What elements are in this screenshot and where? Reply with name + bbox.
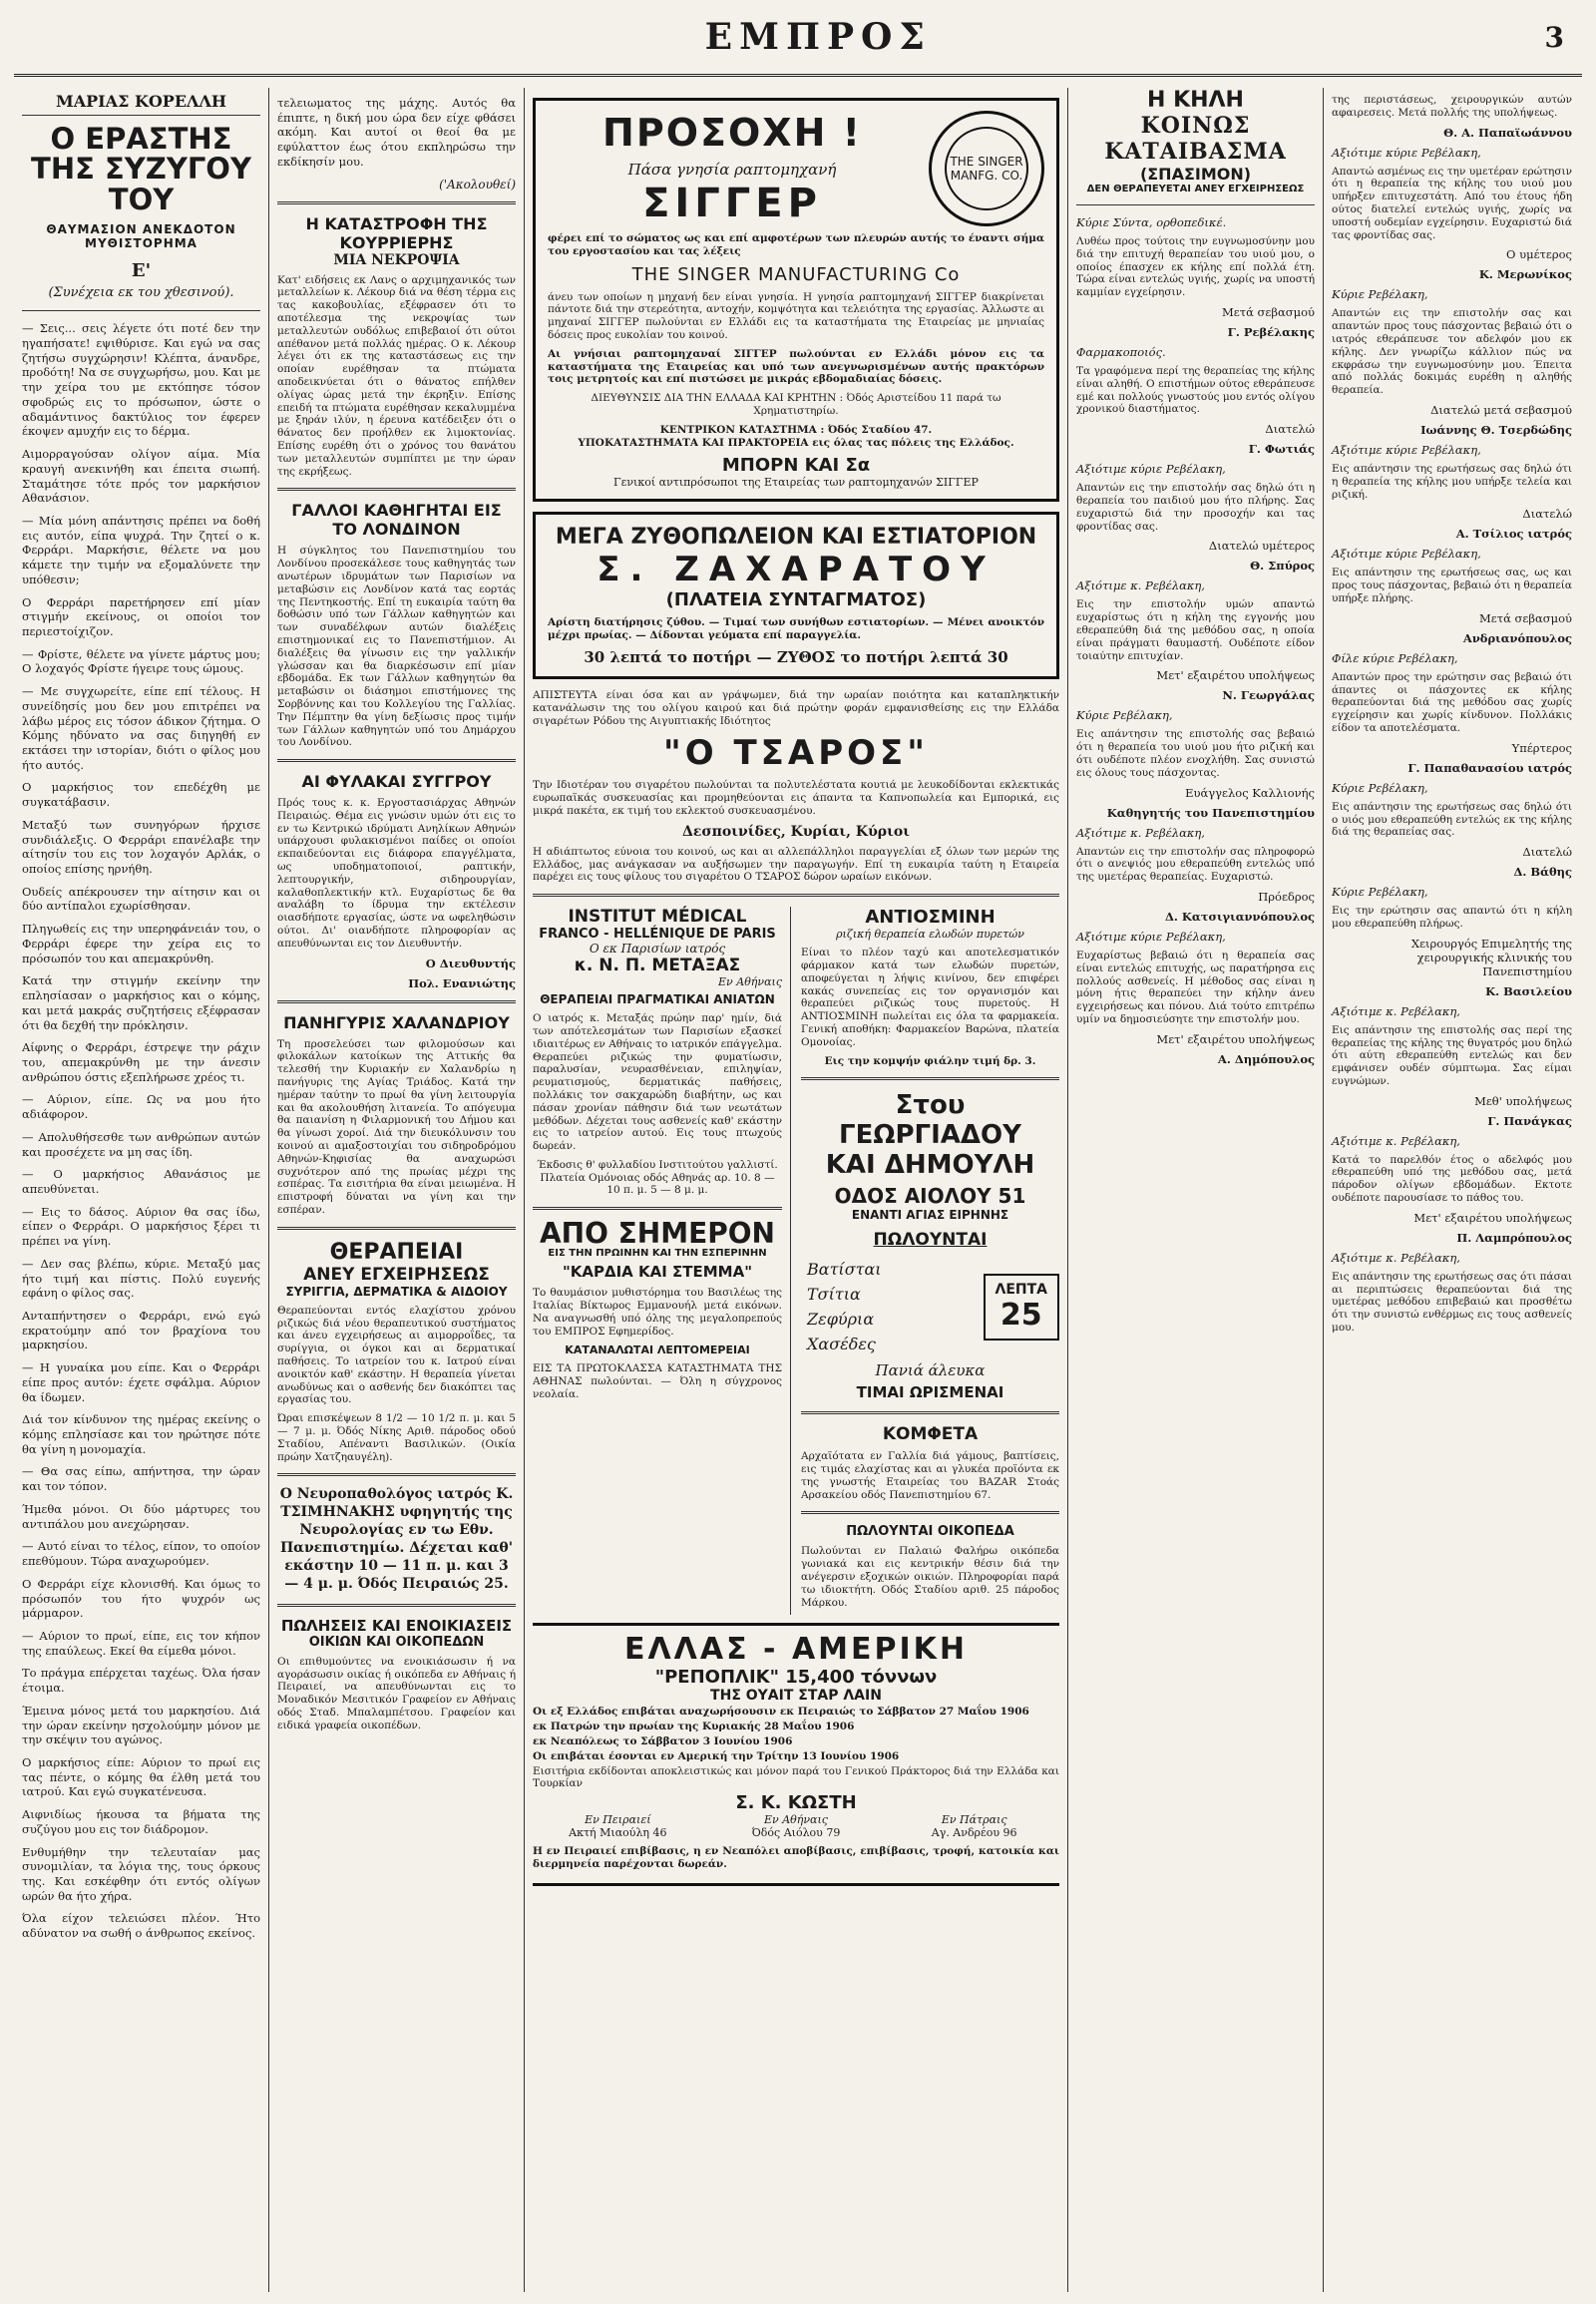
letter-salutation: Αξιότιμε κύριε Ρεβέλακη, <box>1076 462 1226 477</box>
serial-paragraph: Κατά την στιγμήν εκείνην την επλησίασαν ο μαρκήσιος και ο κόμης, και μετά μακράς συζητήσεις εξέφρασαν ότι θα δεχθή την πρόκλησιν. <box>22 973 260 1032</box>
section-title: ΠΑΝΗΓΥΡΙΣ ΧΑΛΑΝΔΡΙΟΥ <box>283 1012 510 1032</box>
letter-text: Απαντών εις την επιστολήν σας πληροφορώ ότι ο ανεψιός μου εθεραπεύθη εντελώς υπό της υμετέρας θεραπείας. Ευχαριστώ. <box>1076 845 1315 884</box>
serial-author: ΜΑΡΙΑΣ ΚΟΡΕΛΛΗ <box>22 88 260 116</box>
letter-text: Εις την ερώτησιν σας απαντώ ότι η κήλη μου εθεραπεύθη πλήρως. <box>1332 905 1572 930</box>
letter-text: Απαντών προς την ερώτησιν σας βεβαιώ ότι άπαντες οι πάσχοντες εκ κήλης θεραπεύονται διά της μεθόδου σας χωρίς εγχείρησιν και χωρίς κίνδυνον. Πολλάκις είδον τα αποτελέσματα. <box>1332 670 1572 734</box>
serial-paragraph: — Αυτό είναι το τέλος, είπον, το οποίον επεθύμουν. Τώρα αναχωρούμεν. <box>22 1539 260 1569</box>
section-signature-name: Πολ. Ενανιώτης <box>408 975 516 990</box>
serial-paragraph: Μεταξύ των συνηγόρων ήρχισε συνδιάλεξις. Ο Φερράρι επανέλαβε την αίτησίν του εις τον λοχαγόν Αρλάκ, ο οποίος επίσης ηρνήθη. <box>22 817 260 877</box>
serial-paragraph: Έμεινα μόνος μετά του μαρκησίου. Διά την ώραν εκείνην ησχολούμην μόνον με την σκέψιν του αγώνος. <box>22 1703 260 1747</box>
office-address: Αγ. Ανδρέου 96 <box>931 1826 1017 1840</box>
letter-closing: Διατελώ <box>1265 422 1315 437</box>
serial-paragraph: Όλα είχον τελειώσει πλέον. Ήτο αδύνατον να σωθή ο άνθρωπος εκείνος. <box>22 1911 260 1941</box>
hellas-america-agent: Σ. Κ. ΚΩΣΤΗ <box>735 1792 857 1814</box>
singer-company: THE SINGER MANUFACTURING Co <box>631 263 961 285</box>
georgiadou-items <box>801 1256 1059 1357</box>
hellas-america-ship: "ΡΕΠΟΠΛΙΚ" 15,400 τόννων <box>654 1667 938 1689</box>
hellas-america-sched2: εκ Πατρών την πρωίαν της Κυριακής 28 Μαΐου 1906 <box>533 1721 855 1733</box>
apo-simeron-cta-text: ΕΙΣ ΤΑ ΠΡΩΤΟΚΛΑΣΣΑ ΚΑΤΑΣΤΗΜΑΤΑ ΤΗΣ ΑΘΗΝΑΣ πωλούνται. — Όλη η σύγχρονος νεολαία. <box>533 1362 782 1401</box>
serial-paragraph: — Η γυναίκα μου είπε. Και ο Φερράρι είπε προς αυτόν: έχετε σφάλμα. Αύριον θα ίδωμεν. <box>22 1360 260 1404</box>
letter-text: Εις απάντησιν της ερωτήσεως σας, ως και προς τους πάσχοντας, βεβαιώ ότι η θεραπεία υπήρξε πλήρης. <box>1332 567 1572 604</box>
komfeta-title: ΚΟΜΦΕΤΑ <box>882 1424 979 1445</box>
hellas-america-sched4: Οι επιβάται έσονται εν Αμερική την Τρίτην 13 Ιουνίου 1906 <box>533 1749 900 1762</box>
hellas-america-offices <box>533 1813 1059 1839</box>
columns <box>14 88 1582 2292</box>
hellas-america-sched1: Οι εξ Ελλάδος επιβάται αναχωρήσουσιν εκ Πειραιώς το Σάββατον 27 Μαΐου 1906 <box>533 1706 1029 1719</box>
divider <box>277 1227 516 1230</box>
testimonial-letters <box>1332 146 1572 1335</box>
section-title: ΑΙ ΦΥΛΑΚΑΙ ΣΥΓΓΡΟΥ <box>301 772 492 792</box>
letter-signature: Θ. Σπύρος <box>1250 559 1315 574</box>
office-city: Εν Πάτραις <box>941 1813 1007 1827</box>
hellas-america-line: ΤΗΣ ΟΥΑΙΤ ΣΤΑΡ ΛΑΙΝ <box>710 1688 882 1705</box>
sales-subtitle: ΟΙΚΙΩΝ ΚΑΙ ΟΙΚΟΠΕΔΩΝ <box>308 1634 485 1650</box>
zacharatou-title2: Σ. ΖΑΧΑΡΑΤΟΥ <box>597 550 996 590</box>
letter-text: Εις απάντησιν της επιστολής σας βεβαιώ ότι η θεραπεία του υιού μου ήτο ριζική και ότι ουδέποτε πλέον ενοχλήθη. Σας συνιστώ εις όλους τους πάσχοντας. <box>1076 728 1315 779</box>
zacharatou-title1: ΜΕΓΑ ΖΥΘΟΠΩΛΕΙΟΝ ΚΑΙ ΕΣΤΙΑΤΟΡΙΟΝ <box>555 525 1037 551</box>
letter-closing: Μετά σεβασμού <box>1222 304 1315 319</box>
letter-text: Εις την επιστολήν υμών απαντώ ευχαρίστως ότι η κήλη της εγγονής μου εθεραπεύθη διά της μεθόδου σας, η οποία είναι πράγματι θαυμαστή. Ουδέποτε είδον τοιαύτην επιτυχίαν. <box>1076 598 1315 662</box>
serial-paragraph: Αιφνιδίως ήκουσα τα βήματα της συζύγου μου εις τον διάδρομον. <box>22 1807 260 1836</box>
office-city: Εν Αθήναις <box>764 1813 828 1827</box>
hellas-america-title: ΕΛΛΑΣ - ΑΜΕΡΙΚΗ <box>623 1632 969 1668</box>
letter-salutation: Κύριε Ρεβέλακη, <box>1332 780 1428 795</box>
serial-paragraph: — Σεις... σεις λέγετε ότι ποτέ δεν την ηγαπήσατε! εψιθύρισε. Και εγώ να σας ζητήσω συγχώρησιν! Κλέπτα, άνανδρε, προδότη! Να σε συγχωρήσω, μου. Και με την χείρα του με εκτόπησε τόσον σφοδρώς εις το πρόσωπον, ώστε ο αδαμάντινος δακτύλιος τον έφερεν έκοψεν αμυχήν εις το δέρμα. <box>22 321 260 439</box>
georgiadou-price-box <box>984 1274 1060 1341</box>
letter-salutation: Αξιότιμε κ. Ρεβέλακη, <box>1332 1250 1460 1265</box>
georgiadou-item: Ζεφύρια <box>807 1310 875 1330</box>
kili-letters <box>1076 215 1315 1066</box>
georgiadou-fixed: ΤΙΜΑΙ ΩΡΙΣΜΕΝΑΙ <box>856 1383 1004 1402</box>
zacharatou-ad <box>533 512 1059 679</box>
zacharatou-text: Αρίστη διατήρησις ζύθου. — Τιμαί των συνήθων εστιατορίων. — Μένει ανοικτόν μέχρι πρωίας. — Δίδονται γεύματα επί παραγγελία. <box>548 616 1044 642</box>
serial-paragraph: Το πράγμα επέρχεται ταχέως. Όλα ήσαν έτοιμα. <box>22 1666 260 1696</box>
serial-paragraph: — Απολυθήσεσθε των ανθρώπων αυτών και προσέχετε να μη σας ίδη. <box>22 1129 260 1159</box>
neuro-ad: Ο Νευροπαθολόγος ιατρός Κ. ΤΣΙΜΗΝΑΚΗΣ υφηγητής της Νευρολογίας εν τω Εθν. Πανεπιστημίω. Δέχεται καθ' εκάστην 10 — 11 π. μ. και 3 — 4 μ. μ. Όδός Πειραιώς 25. <box>279 1486 514 1592</box>
georgiadou-item: Τσίτια <box>807 1285 861 1305</box>
letter-closing: Μετά σεβασμού <box>1479 610 1572 625</box>
letter-closing: Χειρουργός Επιμελητής της χειρουργικής κλινικής του Πανεπιστημίου <box>1410 936 1572 978</box>
serial-paragraph: — Ο μαρκήσιος Αθανάσιος με απευθύνεται. <box>22 1167 260 1196</box>
col5-intro-signature: Θ. Α. Παπαϊωάννου <box>1443 125 1572 140</box>
col5-intro: της περιστάσεως, χειρουργικών αυτών αφαιρεσεις. Μετά πολλής της υπολήψεως. <box>1332 94 1572 119</box>
letter-text: Εις απάντησιν της ερωτήσεως σας ότι πάσαι αι περιπτώσεις θεραπεύονται διά της υμετέρας μεθόδου επιβεβαιώ και προσθέτω ότι την συνιστώ ενθέρμως εις τους ασθενείς μου. <box>1332 1270 1572 1335</box>
divider <box>22 310 260 311</box>
section-signature: Ο Διευθυντής <box>425 956 516 970</box>
divider <box>1076 204 1315 205</box>
section-subtitle: ΜΙΑ ΝΕΚΡΟΨΙΑ <box>333 251 460 268</box>
letter-closing: Μετ' εξαιρέτου υπολήψεως <box>1156 1031 1315 1046</box>
section-title: Η ΚΑΤΑΣΤΡΟΦΗ ΤΗΣ ΚΟΥΡΡΙΕΡΗΣ <box>305 213 488 252</box>
tsaros-intro: ΑΠΙΣΤΕΥΤΑ είναι όσα και αν γράψωμεν, διά την ωραίαν ποιότητα και καταπληκτικήν κατανάλωσιν της του ολίγου καιρού και διά πρώτην φοράν εμφανισθείσης εις την Ελλάδα σιγαρέτων Ρόδου της Αιγυπτιακής Ιδιότητος <box>533 688 1059 727</box>
georgiadou-item-row <box>803 1333 982 1355</box>
section-title: ΓΑΛΛΟΙ ΚΑΘΗΓΗΤΑΙ ΕΙΣ ΤΟ ΛΟΝΔΙΝΟΝ <box>291 501 502 540</box>
letter-closing: Μετ' εξαιρέτου υπολήψεως <box>1413 1210 1572 1225</box>
serial-paragraph: Ανταπήντησεν ο Φερράρι, ενώ εγώ εκρατούμην από τον βραχίονα του μαρκησίου. <box>22 1309 260 1352</box>
singer-seal-icon <box>929 111 1044 226</box>
serial-paragraph: Αίφνης ο Φερράρι, έστρεψε την ράχιν του, απεμακρύνθη με την άνεσιν ανθρώπου όστις εξεπλήρωσε χρέος τι. <box>22 1040 260 1084</box>
letter-salutation: Αξιότιμε κύριε Ρεβέλακη, <box>1332 547 1481 562</box>
serial-paragraph: Ο μαρκήσιος είπε: Αύριον το πρωί εις τας πέντε, ο κόμης θα έλθη μετά του ιατρού. Και εγώ συγκατένευσα. <box>22 1754 260 1799</box>
letter-closing: Πρόεδρος <box>1258 889 1315 904</box>
georgiadou-address: ΟΔΟΣ ΑΙΟΛΟΥ 51 <box>834 1184 1026 1209</box>
oikopeda-text: Πωλούνται εν Παλαιώ Φαλήρω οικόπεδα γωνιακά και εις κεντρικήν θέσιν διά την ανέγερσιν εξοχικών οικιών. Πληροφορίαι παρά τω ιδιοκτήτη. Οδός Σταδίου αριθ. 25 πάροδος Μάρκου. <box>801 1545 1059 1609</box>
tsaros-name: "Ο ΤΣΑΡΟΣ" <box>663 733 929 774</box>
letter-signature: Δ. Βάθης <box>1513 865 1572 880</box>
sales-title: ΠΩΛΗΣΕΙΣ ΚΑΙ ΕΝΟΙΚΙΑΣΕΙΣ <box>280 1616 513 1635</box>
letter-salutation: Αξιότιμε κ. Ρεβέλακη, <box>1332 1003 1460 1018</box>
letter-closing: Διατελώ μετά σεβασμού <box>1430 402 1572 417</box>
institut-title1: INSTITUT MÉDICAL <box>568 907 747 928</box>
serial-paragraph: — Μία μόνη απάντησις πρέπει να δοθή εις αυτόν, είπα ψυχρά. Την ζητεί ο κ. Φερράρι. Μαρκήσιε, θέλετε να μου κάμετε την τιμήν να εξομαλύνετε την υπόθεσιν; <box>22 513 260 586</box>
letter-signature: Α. Δημόπουλος <box>1217 1051 1315 1066</box>
apo-simeron-title: ΑΠΟ ΣΗΜΕΡΟΝ <box>540 1217 775 1251</box>
tsaros-greeting: Δεσποινίδες, Κυρίαι, Κύριοι <box>681 823 910 840</box>
divider <box>277 201 516 204</box>
kili-title3: (ΣΠΑΣΙΜΟΝ) <box>1139 165 1252 184</box>
column-5 <box>1324 88 1580 2292</box>
georgiadou-selling: ΠΩΛΟΥΝΤΑΙ <box>873 1230 988 1251</box>
hellas-america-sched3: εκ Νεαπόλεως το Σάββατον 3 Ιουνίου 1906 <box>533 1735 793 1748</box>
letter-salutation: Κύριε Ρεβέλακη, <box>1332 885 1428 900</box>
serial-paragraph: Ο μαρκήσιος τον επεδέχθη με συγκατάβασιν. <box>22 780 260 810</box>
news-sections <box>277 214 516 1217</box>
letter-closing: Ο υμέτερος <box>1506 247 1572 262</box>
therapeia-title: ΘΕΡΑΠΕΙΑΙ <box>329 1239 464 1265</box>
serial-paragraph: Αιμορραγούσαν ολίγον αίμα. Μία κραυγή ανεκινήθη και έπειτα σιωπή. Σταμάτησε τότε πρός τον μαρκήσιον Αθανάσιον. <box>22 447 260 506</box>
serial-paragraph: Πληγωθείς εις την υπερηφάνειάν του, ο Φερράρι έφερε την χείρα εις το πρόσωπόν του και απεμακρύνθη. <box>22 922 260 965</box>
letter-closing: Μετ' εξαιρέτου υπολήψεως <box>1156 668 1315 683</box>
divider <box>801 1511 1059 1514</box>
therapeia-line2: ΑΝΕΥ ΕΓΧΕΙΡΗΣΕΩΣ <box>303 1264 490 1285</box>
page-number: 3 <box>1544 20 1564 54</box>
georgiadou-item: Χασέδες <box>807 1335 876 1354</box>
institut-sub: Ο εκ Παρισίων ιατρός <box>589 942 726 957</box>
divider <box>801 1411 1059 1414</box>
section-text: Η σύγκλητος του Πανεπιστημίου του Λονδίνου προσεκάλεσε τους καθηγητάς των ανωτέρων ιδρυμάτων των Παρισίων να μεταβώσιν εις Λονδίνον κατά τας εορτάς της Πεντηκοστής. Επί τη ευκαιρία ταύτη θα δοθώσιν υπό των Γάλλων καθηγητών και των συναδέλφων αυτών διαλέξεις επιστημονικαί εις το Πανεπιστήμιον. Αι διαλέξεις θα γίνωσιν εις την γαλλικήν γλώσσαν και θα διαρκέσωσιν επί μίαν εβδομάδα. Εκ των Γάλλων καθηγητών θα μεταβώσιν οι διάσημοι επιστήμονες της Σορβόννης και του Κολλεγίου της Γαλλίας. Την Πέμπτην θα γίνη δεξίωσις προς τιμήν των Γάλλων καθηγητών υπό του Δημάρχου του Λονδίνου. <box>277 545 516 749</box>
serial-subtitle: ΘΑΥΜΑΣΙΟΝ ΑΝΕΚΔΟΤΟΝ ΜΥΘΙΣΤΟΡΗΜΑ <box>46 222 236 251</box>
institut-hours: Έκδοσις θ' φυλλαδίου Ινστιτούτου γαλλιστί. Πλατεία Ομόνοιας οδός Αθηνάς αρ. 10. 8 — 10 π. μ. 5 — 8 μ. μ. <box>537 1158 778 1197</box>
letter-signature: Ιωάννης Θ. Τσερδώδης <box>1420 422 1572 437</box>
letter-text: Κατά το παρελθόν έτος ο αδελφός μου εθεραπεύθη υπό της μεθόδου σας, μετά πάροδον ολίγων εβδομάδων. Εκτοτε ουδέποτε παρουσίασε το πάθος του. <box>1332 1153 1572 1205</box>
singer-address3: ΥΠΟΚΑΤΑΣΤΗΜΑΤΑ ΚΑΙ ΠΡΑΚΤΟΡΕΙΑ εις όλας τας πόλεις της Ελλάδος. <box>578 436 1014 449</box>
serial-paragraph: Διά τον κίνδυνον της ημέρας εκείνης ο κόμης επλησίασε και τον ηρώτησε πότε θα γίνη η μονομαχία. <box>22 1412 260 1456</box>
singer-desc: φέρει επί το σώματος ως και επί αμφοτέρων των πλευρών αυτής το έναντι σήμα του εργοστασίου και τας λέξεις <box>548 232 1044 257</box>
column-2 <box>269 88 525 2292</box>
georgiadou-item-row <box>803 1308 982 1331</box>
letter-text: Ευχαρίστως βεβαιώ ότι η θεραπεία σας είναι εντελώς επιτυχής, ως παρατήρησα εις πολλούς ασθενείς. Η μέθοδος σας είναι η μόνη ήτις θεραπεύει την κήλην άνευ εγχειρήσεως και πόνου. Διά τούτο επιτρέπω υμίν να δημοσιεύσητε την επιστολήν μου. <box>1076 949 1315 1025</box>
institut-ad <box>533 907 791 1615</box>
right-ads <box>801 907 1059 1615</box>
divider <box>277 1000 516 1003</box>
to-be-continued: ('Ακολουθεί) <box>439 177 516 192</box>
section-text: Τη προσελεύσει των φιλομούσων και φιλοκάλων κατοίκων της Αττικής θα τελεσθή την Κυριακήν εν Χαλανδρίω η πανήγυρις της Αγίας Τριάδος. Κατά την ημέραν ταύτην το πρωί θα γίνη λειτουργία και θα ακολουθήση λιτανεία. Το απόγευμα θα παιανίση η Φιλαρμονική του Δήμου και θα γίνωσι χοροί. Διά την διευκόλυνσιν του κοινού αι αμαξοστοιχίαι του σιδηροδρόμου Αθηνών-Κηφισίας θα αναχωρώσι συχνότερον από της πρωίας μέχρι της εσπέρας. Τα εισιτήρια θα είναι μειωμένα. Η επιστροφή δύναται να γίνη και την εσπέραν. <box>277 1037 516 1217</box>
letter-closing: Διατελώ υμέτερος <box>1208 539 1315 554</box>
masthead <box>14 0 1582 77</box>
therapeia-line3: ΣΥΡΙΓΓΙΑ, ΔΕΡΜΑΤΙΚΑ & ΑΙΔΟΙΟΥ <box>285 1284 508 1299</box>
serial-paragraph: — Αύριον, είπε. Ως να μου ήτο αδιάφορον. <box>22 1092 260 1122</box>
letter-signature: Π. Λαμπρόπουλος <box>1456 1230 1572 1245</box>
georgiadou-title2: ΚΑΙ ΔΗΜΟΥΛΗ <box>825 1150 1035 1181</box>
letter-salutation: Φαρμακοποιός. <box>1076 344 1166 359</box>
letter-text: Εις απάντησιν της επιστολής σας περί της θεραπείας της κήλης της θυγατρός μου δηλώ ότι αύτη εθεραπεύθη εντελώς και δεν εμφάνισεν ουδέν σύμπτωμα. Σας είμαι ευγνώμων. <box>1332 1023 1572 1087</box>
letter-salutation: Αξιότιμε κ. Ρεβέλακη, <box>1076 825 1205 840</box>
letter-closing: Υπέρτερος <box>1511 740 1572 755</box>
letter-salutation: Φίλε κύριε Ρεβέλακη, <box>1332 650 1458 665</box>
hellas-america-ad <box>533 1623 1059 1885</box>
letter-salutation: Κύριε Σύντα, ορθοπεδικέ. <box>1076 215 1227 229</box>
serial-paragraph: Ο Φερράρι είχε κλονισθή. Και όμως το πρόσωπόν του ήτο ψυχρόν ως μάρμαρον. <box>22 1576 260 1621</box>
letter-salutation: Αξιότιμε κύριε Ρεβέλακη, <box>1332 145 1481 160</box>
apo-simeron-cta: ΚΑΤΑΝΑΛΩΤΑΙ ΛΕΠΤΟΜΕΡΕΙΑΙ <box>565 1344 750 1357</box>
letter-closing: Μεθ' υπολήψεως <box>1474 1093 1572 1108</box>
singer-paragraph1: άνευ των οποίων η μηχανή δεν είναι γνησία. Η γνησία ραπτομηχανή ΣΙΓΓΕΡ διακρίνεται πάντοτε διά την στερεότητα, αντοχήν, κομψότητα και τελειότητα της εργασίας. Άλλωστε αι μηχαναί ΣΙΓΓΕΡ πωλούνται εν Ελλάδι εις τα καταστήματα της Εταιρείας με μηνιαίας δόσεις προς ευκολίαν του κοινού. <box>548 290 1044 341</box>
serial-note: (Συνέχεια εκ του χθεσινού). <box>48 285 234 301</box>
office-address: Όδός Αιόλου 79 <box>751 1826 841 1840</box>
section-text: Πρός τους κ. κ. Εργοστασιάρχας Αθηνών Πειραιώς. Θέμα εις γνώσιν υμών ότι εις το εν τω Κεντρικώ ιδρύματι Ανηλίκων Αθηνών υπάρχουσι φυλακισμένοι παίδες οι οποίοι εκπαιδεύονται εις διάφορα επαγγέλματα, ως υποδηματοποιοί, ραπτικήν, λεπτουργικήν, σιδηρουργίαν, καλαθοπλεκτικήν κτλ. Ευχαρίστως δε θα αναλάβη το ίδρυμα την εκτέλεσιν οιασδήποτε εργασίας, ώστε να ωφεληθώσιν ούτοι. Δι' οιανδήποτε πληροφορίαν ας απευθύνωνται εις τον Διευθυντήν. <box>277 797 516 950</box>
georgiadou-address2: ΕΝΑΝΤΙ ΑΓΙΑΣ ΕΙΡΗΝΗΣ <box>851 1208 1009 1223</box>
letter-salutation: Αξιότιμε κύριε Ρεβέλακη, <box>1332 442 1481 457</box>
letter-signature: Ν. Γεωργάλας <box>1222 688 1315 703</box>
antifermin-price: Εις την κομψήν φιάλην τιμή δρ. 3. <box>824 1054 1036 1067</box>
oikopeda-title: ΠΩΛΟΥΝΤΑΙ ΟΙΚΟΠΕΔΑ <box>846 1524 1014 1540</box>
office-city: Εν Πειραιεί <box>585 1813 651 1827</box>
serial-paragraph: — Φρίστε, θέλετε να γίνετε μάρτυς μου; Ο λοχαγός Φρίστε ήγειρε τους ώμους. <box>22 646 260 676</box>
georgiadou-item-row <box>803 1258 982 1281</box>
office <box>711 1813 882 1839</box>
letter-signature: Γ. Ρεβέλακης <box>1227 324 1315 339</box>
kili-title4: ΔΕΝ ΘΕΡΑΠΕΥΕΤΑΙ ΑΝΕΥ ΕΓΧΕΙΡΗΣΕΩΣ <box>1086 184 1305 194</box>
divider <box>801 1077 1059 1080</box>
letter-signature: Α. Τσίλιος ιατρός <box>1455 527 1572 542</box>
letter-signature: Γ. Φωτιάς <box>1248 442 1315 457</box>
divider <box>277 1473 516 1476</box>
column-4 <box>1068 88 1324 2292</box>
serial-continuation: τελειωματος της μάχης. Αυτός θα έπιπτε, η δική μου ώρα δεν είχε φθάσει ακόμη. Και αυτοί οι θεοί θα με εφύλαττον έως ότου εκπληρώσω την εκδίκησίν μου. <box>277 96 516 169</box>
therapeia-hours: Ώραι επισκέψεων 8 1/2 — 10 1/2 π. μ. και 5 — 7 μ. μ. Όδός Νίκης Αριθ. πάροδος οδού Σταδίου, Απέναντι Βασιλικών. (Οικία πρώην Χατζηαυγέλη). <box>277 1412 516 1463</box>
divider <box>277 759 516 762</box>
letter-signature: Γ. Πανάγκας <box>1487 1113 1572 1128</box>
letter-salutation: Κύριε Ρεβέλακη, <box>1332 287 1428 302</box>
letter-signature: Κ. Μερωνίκος <box>1478 267 1572 282</box>
letter-salutation: Κύριε Ρεβέλακη, <box>1076 708 1173 723</box>
georgiadou-price-label: ΛΕΠΤΑ <box>995 1281 1047 1298</box>
divider <box>277 1604 516 1607</box>
letter-signature: Ανδριανόπουλος <box>1462 630 1572 645</box>
institut-title2: FRANCO - HELLÉNIQUE DE PARIS <box>539 927 776 943</box>
tsaros-text2: Η αδιάπτωτος εύνοια του κοινού, ως και αι αλλεπάλληλοι παραγγελίαι εξ όλων των μερών της Ελλάδος, μας ανάγκασαν να αυξήσωμεν την παραγωγήν. Επί τη ευκαιρία ταύτη η Εταιρεία παρέχει εις τους φίλους του σιγαρέτου Ο ΤΣΑΡΟΣ δώρον ωραίων εικόνων. <box>533 845 1059 884</box>
singer-seal-text: THE SINGER MANFG. CO. <box>945 127 1028 210</box>
letter-text: Απαντώ ασμένως εις την υμετέραν ερώτησιν ότι η θεραπεία της κήλης του υιού μου υπήρξεν επιτυχεστάτη. Από του έτους ήδη ούτος διατελεί εντελώς υγιής, χωρίς να υποστή ουδεμίαν εγχείρησιν. Ευχαριστώ διά τας φροντίδας σας. <box>1332 165 1572 241</box>
antifermin-sub: ριζική θεραπεία ελωδών πυρετών <box>836 928 1024 942</box>
institut-city: Εν Αθήναις <box>718 975 782 989</box>
serial-paragraph: — Εις το δάσος. Αύριον θα σας ίδω, είπεν ο Φερράρι. Ο μαρκήσιος ξέρει τι πρέπει να γίνη. <box>22 1204 260 1249</box>
institut-text: Ο ιατρός κ. Μεταξάς πρώην παρ' ημίν, διά των απότελεσμάτων των Παρισίων εξασκεί ιδιαιτέρως εν Αθήναις το ιατρικόν επάγγελμα. Θεραπεύει ριζικώς την φυματίωσιν, παραλυσίαν, νευρασθένειαν, επιληψίαν, ρευματισμούς, δερματικάς παθήσεις, πολλάκις τον σακχαρώδη διαβήτην, ως και πάσαν χρονίαν πάθησιν διά των νεωτάτων μεθόδων. Δέχεται τους ασθενείς καθ' εκάστην εις το ιατρείον αυτού. Εις τους πτωχούς δωρεάν. <box>533 1012 782 1153</box>
office <box>889 1813 1059 1839</box>
singer-address2: ΚΕΝΤΡΙΚΟΝ ΚΑΤΑΣΤΗΜΑ : Όδός Σταδίου 47. <box>659 423 933 436</box>
ads-row <box>533 907 1059 1615</box>
serial-paragraph: Ουδείς απέκρουσεν την αίτησιν και οι δύο αντίπαλοι εχωρίσθησαν. <box>22 884 260 914</box>
letter-text: Τα γραφόμενα περί της θεραπείας της κήλης είναι αληθή. Ο επιστήμων ούτος εθεράπευσε εμέ και πολλούς γνωστούς μου εντός ολίγου χρονικού διαστήματος. <box>1076 364 1315 416</box>
serial-paragraph: Ενθυμήθην την τελευταίαν μας συνομιλίαν, τα λόγια της, τους όρκους της. Και εσκέφθην ότι εντός ολίγων ωρών θα ήτο χήρα. <box>22 1844 260 1903</box>
hellas-america-footer: Η εν Πειραιεί επιβίβασις, η εν Νεαπόλει αποβίβασις, επιβίβασις, τροφή, κατοικία και διερμηνεία παρέχονται δωρεάν. <box>533 1845 1059 1871</box>
divider <box>533 1207 782 1210</box>
serial-paragraph: — Θα σας είπω, απήντησα, την ώραν και τον τόπον. <box>22 1464 260 1494</box>
serial-part: Ε' <box>131 260 152 282</box>
masthead-title: ΕΜΠΡΟΣ <box>704 16 932 58</box>
singer-brand: ΣΙΓΓΕΡ <box>642 181 822 226</box>
singer-agent-desc: Γενικοί αντιπρόσωποι της Εταιρείας των ραπτομηχανών ΣΙΓΓΕΡ <box>613 476 979 490</box>
apo-simeron-text: Το θαυμάσιον μυθιστόρημα του Βασιλέως της Ιταλίας Βίκτωρος Εμμανουήλ μετά εικόνων. Να αναγνωσθή υπό όλης της μεγαλοπρεπούς του ΕΜΠΡΟΣ Εφημερίδος. <box>533 1287 782 1338</box>
letter-salutation: Αξιότιμε κ. Ρεβέλακη, <box>1332 1133 1460 1148</box>
singer-ad <box>533 98 1059 502</box>
singer-headline: ΠΡΟΣΟΧΗ ! <box>602 111 862 155</box>
singer-agent: ΜΠΟΡΝ ΚΑΙ Σα <box>721 455 871 477</box>
tsaros-text: Την Ιδιοτέραν του σιγαρέτου πωλούνται τα πολυτελέστατα κουτιά με λευκοδίδονται εκλεκτικάς ευρωπαϊκάς συσκευασίας και προμηθεύονται εις άπαντα τα Καπνοπωλεία και Εμπορικά, εις μικρά πακέτα, εκ τιμή του εκλεκτού συσκευασμένου. <box>533 779 1059 817</box>
sales-text: Οι επιθυμούντες να ενοικιάσωσιν ή να αγοράσωσιν οικίας ή οικόπεδα εν Αθήναις ή Πειραιεί, να απευθύνωνται εις το Μοναδικόν Μεσιτικόν Γραφείον εν Αθήναις οδός Σταδ. Μπαλαμπέτσου. Γραφείον και ειδικά γραφεία οικοπέδων. <box>277 1655 516 1731</box>
institut-name: κ. Ν. Π. ΜΕΤΑΞΑΣ <box>574 956 741 976</box>
singer-header <box>548 111 1044 226</box>
georgiadou-title1: Στου ΓΕΩΡΓΙΑΔΟΥ <box>839 1090 1021 1151</box>
letter-signature: Γ. Παπαθανασίου ιατρός <box>1407 760 1572 775</box>
divider <box>533 894 1059 897</box>
komfeta-text: Αρχαϊότατα εν Γαλλία διά γάμους, βαπτίσεις, εις τιμάς ελαχίστας και αι γλυκέα προϊόντα εκ της γνωστής Εταιρείας του BAZAR Στοάς Αρσακείου οδός Πανεπιστημίου 67. <box>801 1450 1059 1501</box>
apo-simeron-name: "ΚΑΡΔΙΑ ΚΑΙ ΣΤΕΜΜΑ" <box>562 1263 753 1282</box>
georgiadou-footer: Πανιά άλευκα <box>875 1361 986 1380</box>
letter-signature: Καθηγητής του Πανεπιστημίου <box>1106 805 1315 820</box>
singer-intro: Πάσα γνησία ραπτομηχανή <box>627 161 837 179</box>
serial-body <box>22 321 260 1941</box>
letter-text: Λυθέω προς τούτοις την ευγνωμοσύνην μου διά την επιτυχή θεραπείαν του υιού μου, ο οποίος έπασχεν εκ κήλης επί πολλά έτη. Τώρα είναι εντελώς υγιής, χωρίς να υποστή καμμίαν εγχείρησιν. <box>1076 235 1315 299</box>
letter-signature: Δ. Κατσιγιαννόπουλος <box>1165 909 1315 924</box>
letter-closing: Ευάγγελος Καλλιονής <box>1185 785 1315 800</box>
kili-title2: ΚΟΙΝΩΣ ΚΑΤΑΙΒΑΣΜΑ <box>1104 113 1287 165</box>
georgiadou-item-row <box>803 1283 982 1306</box>
serial-paragraph: — Δεν σας βλέπω, κύριε. Μεταξύ μας ήτο τιμή και πίστις. Πολύ ευγενής εφάνη ο φίλος σας. <box>22 1256 260 1301</box>
letter-signature: Κ. Βασιλείου <box>1485 983 1572 998</box>
serial-paragraph: — Αύριον το πρωί, είπε, εις τον κήπον της επαύλεως. Εκεί θα είμεθα μόνοι. <box>22 1628 260 1658</box>
institut-heading: ΘΕΡΑΠΕΙΑΙ ΠΡΑΓΜΑΤΙΚΑΙ ΑΝΙΑΤΩΝ <box>540 992 775 1007</box>
georgiadou-item: Βατίσται <box>807 1260 882 1280</box>
zacharatou-price: 30 λεπτά το ποτήρι — ΖΥΘΟΣ το ποτήρι λεπτά 30 <box>584 647 1008 666</box>
office <box>533 1813 703 1839</box>
zacharatou-place: (ΠΛΑΤΕΙΑ ΣΥΝΤΑΓΜΑΤΟΣ) <box>665 589 927 611</box>
office-address: Ακτή Μιαούλη 46 <box>569 1826 667 1840</box>
letter-closing: Διατελώ <box>1522 507 1572 522</box>
kili-title1: Η ΚΗΛΗ <box>1147 88 1244 113</box>
hellas-america-note: Εισιτήρια εκδίδονται αποκλειστικώς και μόνον παρά του Γενικού Πράκτορος διά την Ελλάδα και Τουρκίαν <box>533 1764 1059 1790</box>
singer-paragraph2: Αι γνήσιαι ραπτομηχαναί ΣΙΓΓΕΡ πωλούνται εν Ελλάδι μόνον εις τα καταστήματα της Εταιρείας και υπό των ανεγνωρισμένων αυτής πρακτόρων τοις μετρητοίς και επί πιστώσει με μικράς εβδομαδιαίας δόσεις. <box>548 347 1044 386</box>
antifermin-text: Είναι το πλέον ταχύ και αποτελεσματικόν φάρμακον κατά των ελωδών πυρετών, αποφεύγεται η λήψις κινίνου, δεν επιφέρει κακάς συνεπείας εις τον οργανισμόν και θεραπεύει ριζικώς τους πυρετούς. Η ΑΝΤΙΟΣΜΙΝΗ πωλείται εις όλα τα φαρμακεία. Γενική αποθήκη: Φαρμακείον Βαρώνα, πλατεία Ομονοίας. <box>801 947 1059 1048</box>
letter-text: Εις απάντησιν της ερωτήσεως σας δηλώ ότι ο υιός μου εθεραπεύθη εντελώς εκ της κήλης διά της θεραπείας σας. <box>1332 800 1572 839</box>
column-3 <box>525 88 1068 2292</box>
singer-address1: ΔΙΕΥΘΥΝΣΙΣ ΔΙΑ ΤΗΝ ΕΛΛΑΔΑ ΚΑΙ ΚΡΗΤΗΝ : Όδός Αριστείδου 11 παρά τω Χρηματιστηρίω. <box>591 392 1001 417</box>
georgiadou-items-table <box>801 1256 984 1357</box>
letter-text: Εις απάντησιν της ερωτήσεως σας δηλώ ότι η θεραπεία της κήλης μου υπήρξε τελεία και ριζική. <box>1332 462 1572 501</box>
letter-text: Απαντών εις την επιστολήν σας και απαντών προς τους πάσχοντας βεβαιώ ότι ο ιατρός εθεράπευσε τον αδελφόν μου εκ κήλης. Δεν γνωρίζω κάλλιον πώς να εκφράσω την ευγνωμοσύνην μου. Έπειτα από πολλάς δοκιμάς ευρέθη η αληθής θεραπεία. <box>1332 307 1572 397</box>
column-1 <box>14 88 269 2292</box>
divider <box>277 488 516 491</box>
letter-text: Απαντών εις την επιστολήν σας δηλώ ότι η θεραπεία του παιδιού μου ήτο πλήρης. Σας ευχαριστώ διά την προσοχήν και τας φροντίδας σας. <box>1076 482 1315 533</box>
serial-paragraph: — Με συγχωρείτε, είπε επί τέλους. Η συνείδησίς μου δεν μου επιτρέπει να λάβω μέρος εις τόσον άδικον ζήτημα. Ο Κόμης ηδύνατο να σας διηγηθή εν εκτάσει την ιστορίαν, διότι ο φίλος μου ήτο αυτός. <box>22 684 260 772</box>
therapeia-text: Θεραπεύονται εντός ελαχίστου χρόνου ριζικώς διά νέου θεραπευτικού συστήματος και άνευ εγχειρήσεως αι αιμορροΐδες, τα συρίγγια, οι όγκοι και αι δερματικαί παθήσεις. Το ιατρείον του κ. Ιατρού είναι ανοικτόν καθ' εκάστην. Η θεραπεία γίνεται ανωδύνως και ο ασθενής δεν διακόπτει τας εργασίας του. <box>277 1304 516 1406</box>
antifermin-title: ΑΝΤΙΟΣΜΙΝΗ <box>865 907 996 929</box>
serial-paragraph: Ήμεθα μόνοι. Οι δύο μάρτυρες του αντιπάλου μου ανεχώρησαν. <box>22 1501 260 1531</box>
serial-title: Ο ΕΡΑΣΤΗΣ ΤΗΣ ΣΥΖΥΓΟΥ ΤΟΥ <box>31 122 251 216</box>
letter-salutation: Αξιότιμε κύριε Ρεβέλακη, <box>1076 929 1226 944</box>
serial-paragraph: Ο Φερράρι παρετήρησεν επί μίαν στιγμήν εκείνους, οι οποίοι τον περιεστοίχιζον. <box>22 594 260 638</box>
singer-header-text <box>548 111 917 226</box>
georgiadou-price-value: 25 <box>999 1297 1042 1333</box>
section-text: Κατ' ειδήσεις εκ Λανς ο αρχιμηχανικός των μεταλλείων κ. Λέκουρ διά να θέση τέρμα εις τας κακοβουλίας, εξέφρασεν ότι το αποτέλεσμα της νεκροψίας των μεταλλευτών ουδόλως επιβεβαιοί ότι ούτοι απέθανον μετά πολλάς ημέρας. Ο κ. Λέκουρ λέγει ότι εκ της καταστάσεως εις την οποίαν ευρέθησαν τα πτώματα αποδεικνύεται ότι ο θάνατος επήλθεν ολίγας ώρας μετά την έκρηξιν. Επίσης επειδή τα πτώματα ευρέθησαν κεκαλυμμένα με ξηράν ιλύν, η έρευνα κατέδειξεν ότι ο θάνατος δεν προήλθεν εκ λιμοκτονίας. Επίσης ευρέθη ότι ο χρόνος του θανάτου των μεταλλευτών συμπίπτει με την ώραν της εκρήξεως. <box>277 273 516 478</box>
letter-closing: Διατελώ <box>1522 845 1572 860</box>
letter-salutation: Αξιότιμε κ. Ρεβέλακη, <box>1076 578 1205 593</box>
apo-simeron-sub: ΕΙΣ ΤΗΝ ΠΡΩΙΝΗΝ ΚΑΙ ΤΗΝ ΕΣΠΕΡΙΝΗΝ <box>548 1248 767 1260</box>
